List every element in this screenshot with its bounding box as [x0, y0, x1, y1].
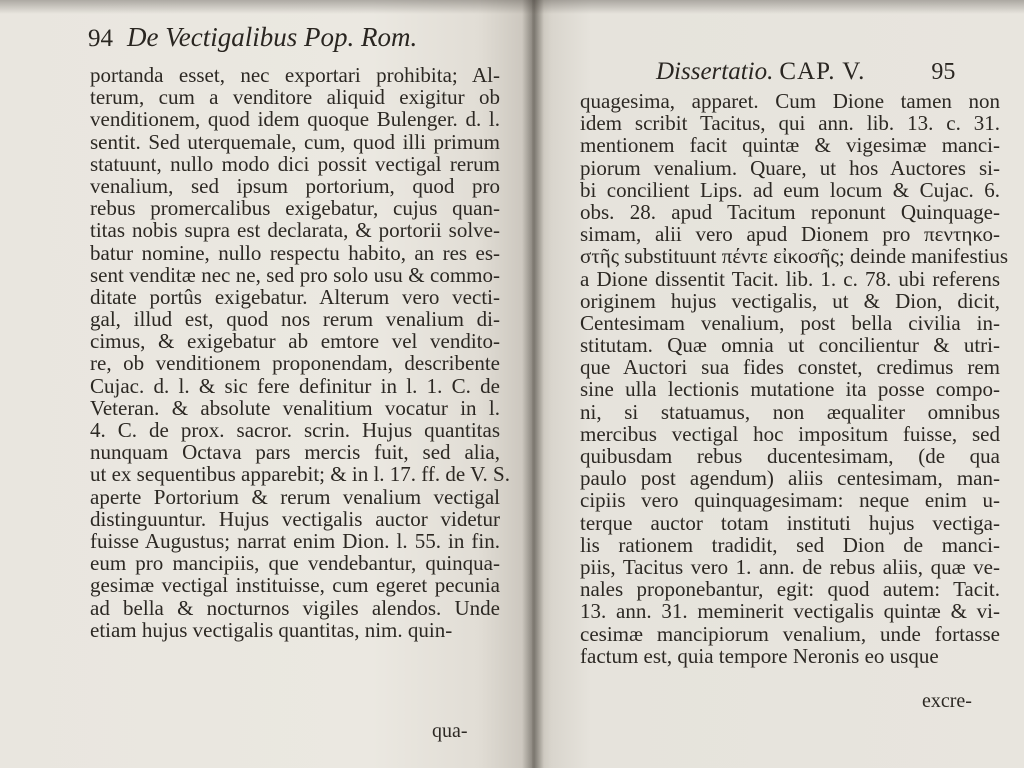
text-line: Centesimam venalium, post bella civilia in-	[580, 310, 1000, 335]
text-line: venditionem, quod idem quoque Bulenger. d. l.	[90, 107, 500, 132]
text-line: portanda esset, nec exportari prohibita; Al-	[90, 63, 500, 87]
right-catchword: excre-	[922, 690, 972, 712]
right-running-title: Dissertatio.	[656, 58, 774, 85]
text-line: Cujac. d. l. & sic fere definitur in l. 1. C. de	[90, 373, 500, 398]
text-line: originem hujus vectigalis, ut & Dion, dicit,	[580, 288, 1000, 313]
text-line: sine ulla lectionis mutatione ita posse compo-	[580, 377, 1000, 402]
right-page-header	[656, 58, 955, 86]
right-page-number: 95	[931, 59, 956, 85]
text-line: nunquam Octava pars mercis fuit, sed alia,	[90, 440, 500, 465]
right-page	[532, 0, 1024, 768]
text-line: cimus, & exigebatur ab emtore vel vendito-	[90, 329, 500, 354]
text-line: terque auctor totam instituti hujus vectiga-	[580, 510, 1000, 535]
text-line: ni, si statuamus, non æqualiter omnibus	[580, 399, 1000, 424]
left-catchword: qua-	[432, 720, 468, 742]
text-line: bi concilient Lips. ad eum locum & Cujac. 6.	[580, 177, 1000, 202]
text-line: a Dione dissentit Tacit. lib. 1. c. 78. ubi referens	[580, 266, 1000, 291]
chapter-label: CAP. V.	[779, 58, 866, 85]
text-line: ut ex sequentibus apparebit; & in l. 17. ff. de V. S.	[90, 462, 510, 487]
text-line: re, ob venditionem proponendam, describente	[90, 351, 500, 376]
text-line: rebus promercalibus exigebatur, cujus quan-	[90, 196, 500, 221]
text-line: sent venditæ nec ne, sed pro solo usu & commo-	[90, 262, 500, 287]
text-line: cesimæ mancipiorum venalium, unde fortasse	[580, 621, 1000, 646]
text-line: mercibus vectigal hoc impositum fuisse, sed	[580, 421, 1000, 446]
right-page-text	[580, 89, 1008, 668]
text-line: 13. ann. 31. meminerit vectigalis quintæ & vi-	[580, 599, 1000, 624]
text-line: 4. C. de prox. sacror. scrin. Hujus quantitas	[90, 418, 500, 442]
text-line: piorum venalium. Quare, ut hos Auctores si-	[580, 155, 1000, 180]
text-line: ditate portûs exigebatur. Alterum vero vecti-	[90, 284, 500, 309]
text-line: venalium, sed ipsum portorium, quod pro	[90, 173, 500, 198]
left-page-header	[88, 22, 417, 53]
text-line: ad bella & nocturnos vigiles alendos. Unde	[90, 595, 500, 620]
text-line: eum pro mancipiis, que vendebantur, quinqua-	[90, 551, 500, 576]
text-line: cipiis vero quinquagesimam: neque enim u-	[580, 488, 1000, 513]
text-line: distinguuntur. Hujus vectigalis auctor videtur	[90, 506, 500, 531]
text-line: batur nomine, nullo respectu habito, an res es-	[90, 240, 500, 265]
text-line: piis, Tacitus vero 1. ann. de rebus aliis, quæ ve-	[580, 554, 1000, 579]
text-line: obs. 28. apud Tacitum reponunt Quinquage-	[580, 199, 1000, 224]
text-line: aperte Portorium & rerum venalium vectigal	[90, 484, 500, 509]
text-line: titas nobis supra est declarata, & portorii solve-	[90, 218, 500, 243]
text-line: nales proponebantur, egit: quod autem: Tacit.	[580, 577, 1000, 602]
top-shadow	[0, 0, 1024, 14]
book-gutter	[522, 0, 544, 768]
text-line: στῆς substituunt πέντε εἰκοσῆς; deinde manifestius	[580, 244, 1008, 269]
text-line: factum est, quia tempore Neronis eo usque	[580, 643, 939, 668]
text-line: statuunt, nullo modo dici possit vectigal rerum	[90, 151, 500, 176]
left-page-text	[90, 63, 510, 642]
text-line: que Auctori sua fides constet, credimus rem	[580, 355, 1000, 380]
text-line: quibusdam rebus ducentesimam, (de qua	[580, 444, 1000, 468]
text-line: quagesima, apparet. Cum Dione tamen non	[580, 89, 1000, 113]
text-line: idem scribit Tacitus, qui ann. lib. 13. c. 31.	[580, 111, 1000, 136]
left-page-number: 94	[88, 25, 113, 52]
text-line: lis rationem tradidit, sed Dion de manci-	[580, 532, 1000, 557]
text-line: Veteran. & absolute venalitium vocatur in l.	[90, 395, 500, 420]
text-line: gal, illud est, quod nos rerum venalium di-	[90, 307, 500, 332]
left-running-title: De Vectigalibus Pop. Rom.	[127, 22, 418, 52]
text-line: terum, cum a venditore aliquid exigitur ob	[90, 85, 500, 110]
text-line: fuisse Augustus; narrat enim Dion. l. 55. in fin.	[90, 528, 500, 553]
text-line: stitutam. Quæ omnia ut concilientur & utri-	[580, 333, 1000, 358]
text-line: gesimæ vectigal instituisse, cum egeret pecunia	[90, 573, 500, 598]
text-line: paulo post agendum) aliis centesimam, man-	[580, 466, 1000, 491]
text-line: sentit. Sed uterquemale, cum, quod illi primum	[90, 129, 500, 154]
text-line: etiam hujus vectigalis quantitas, nim. quin-	[90, 617, 453, 642]
text-line: mentionem facit quintæ & vigesimæ manci-	[580, 133, 1000, 158]
text-line: simam, alii vero apud Dionem pro πεντηκο-	[580, 222, 1000, 247]
